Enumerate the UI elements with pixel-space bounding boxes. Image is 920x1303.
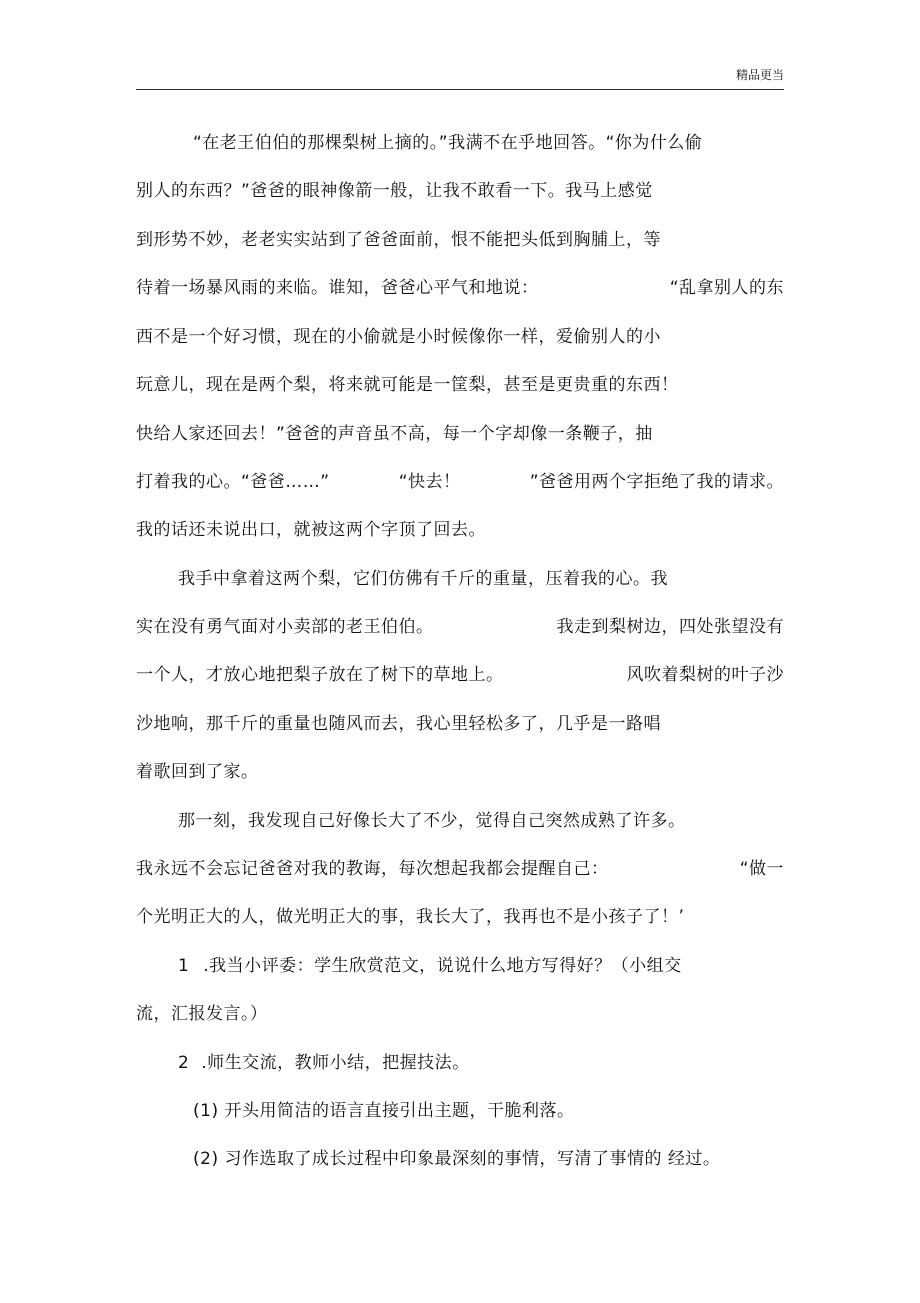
text-line	[178, 954, 682, 978]
text-line	[136, 276, 784, 300]
list-marker: (2)	[193, 1149, 219, 1169]
text-line: 别人的东西？”爸爸的眼神像箭一般，让我不敢看一下。我马上感觉	[136, 181, 653, 201]
text-segment: 风吹着梨树的叶子沙	[626, 665, 784, 685]
text-segment: “乱拿别人的东	[669, 278, 784, 298]
text-segment: ”爸爸用两个字拒绝了我的请求。	[529, 472, 784, 492]
text-segment: 打着我的心。“爸爸……”	[136, 472, 330, 492]
header-label: 精品更当	[735, 68, 784, 82]
text-line: 我的话还未说出口，就被这两个字顶了回去。	[136, 520, 486, 540]
text-line: 流，汇报发言。）	[136, 1004, 268, 1024]
text-line: 快给人家还回去！”爸爸的声音虽不高，每一个字却像一条鞭子，抽	[136, 424, 653, 444]
text-line	[136, 470, 784, 494]
text-line: 个光明正大的人，做光明正大的事，我长大了，我再也不是小孩子了！’	[136, 907, 685, 927]
text-line: “在老王伯伯的那棵梨树上摘的。”我满不在乎地回答。“你为什么偷	[193, 133, 703, 153]
text-line: 我手中拿着这两个梨，它们仿佛有千斤的重量，压着我的心。我	[178, 569, 668, 589]
text-line: 着歌回到了家。	[136, 762, 259, 782]
activity-number: 1	[178, 956, 190, 976]
text-segment: “快去！	[398, 472, 461, 492]
text-line: 到形势不妙，老老实实站到了爸爸面前，恨不能把头低到胸脯上，等	[136, 230, 661, 250]
text-segment: 待着一场暴风雨的来临。谁知，爸爸心平气和地说：	[136, 278, 539, 298]
text-line: 玩意儿，现在是两个梨，将来就可能是一筐梨，甚至是更贵重的东西！	[136, 375, 679, 395]
activity-number: 2	[178, 1053, 190, 1073]
list-marker: (1)	[193, 1101, 219, 1121]
header-divider	[136, 89, 784, 90]
text-line	[136, 857, 784, 881]
text-segment: “做一	[739, 859, 784, 879]
text-segment: 开头用简洁的语言直接引出主题，干脆利落。	[224, 1101, 575, 1121]
text-segment: 实在没有勇气面对小卖部的老王伯伯。	[136, 617, 434, 637]
text-line	[178, 1051, 470, 1075]
text-line: 西不是一个好习惯，现在的小偷就是小时候像你一样，爱偷别人的小	[136, 327, 661, 347]
text-line	[193, 1147, 720, 1171]
text-line: 那一刻，我发现自己好像长大了不少，觉得自己突然成熟了许多。	[178, 811, 686, 831]
text-line	[193, 1099, 575, 1123]
text-line	[136, 663, 784, 687]
text-segment: 我永远不会忘记爸爸对我的教诲，每次想起我都会提醒自己：	[136, 859, 609, 879]
text-segment: 一个人，才放心地把梨子放在了树下的草地上。	[136, 665, 504, 685]
text-line: 沙地响，那千斤的重量也随风而去，我心里轻松多了，几乎是一路唱	[136, 714, 661, 734]
text-segment: .我当小评委：学生欣赏范文，说说什么地方写得好？（小组交	[203, 956, 682, 976]
text-segment: .师生交流，教师小结，把握技法。	[201, 1053, 470, 1073]
text-line	[136, 615, 784, 639]
text-segment: 我走到梨树边，四处张望没有	[556, 617, 784, 637]
text-segment: 习作选取了成长过程中印象最深刻的事情，写清了事情的 经过。	[224, 1149, 721, 1169]
